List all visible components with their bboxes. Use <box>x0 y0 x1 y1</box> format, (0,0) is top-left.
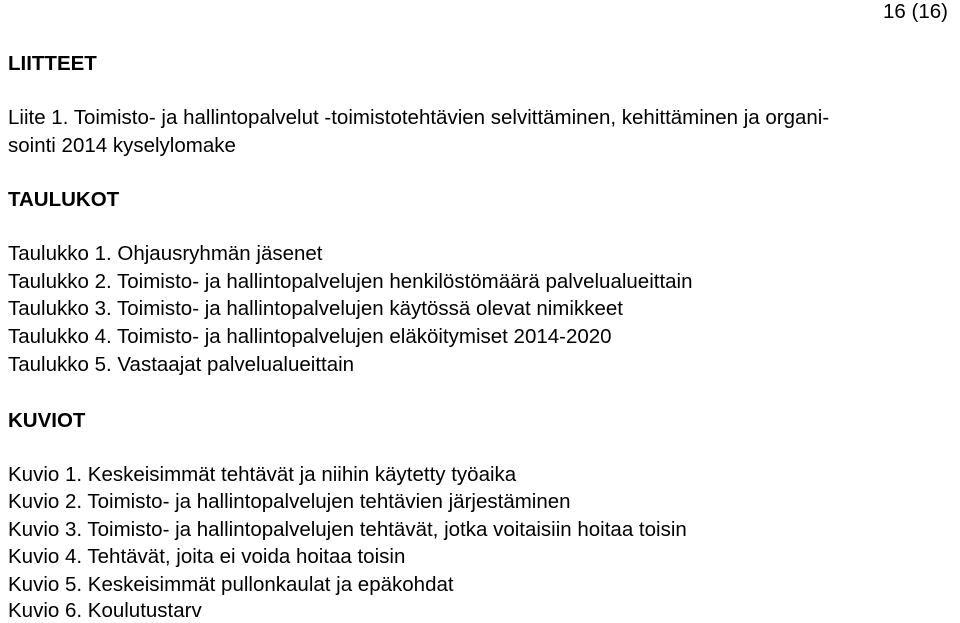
section-heading-taulukot: TAULUKOT <box>8 188 120 211</box>
list-item: Taulukko 2. Toimisto- ja hallintopalvelujen henkilöstömäärä palvelualueittain <box>8 270 693 293</box>
list-item: Kuvio 3. Toimisto- ja hallintopalvelujen tehtävät, jotka voitaisiin hoitaa toisin <box>8 518 687 541</box>
page-number: 16 (16) <box>883 0 948 23</box>
list-item: Taulukko 3. Toimisto- ja hallintopalvelujen käytössä olevat nimikkeet <box>8 297 623 320</box>
list-item: sointi 2014 kyselylomake <box>8 134 236 157</box>
section-heading-kuviot: KUVIOT <box>8 409 86 432</box>
list-item: Kuvio 1. Keskeisimmät tehtävät ja niihin käytetty työaika <box>8 463 517 486</box>
list-item: Kuvio 2. Toimisto- ja hallintopalvelujen tehtävien järjestäminen <box>8 490 571 513</box>
list-item: Kuvio 5. Keskeisimmät pullonkaulat ja epäkohdat <box>8 573 454 596</box>
list-item: Taulukko 5. Vastaajat palvelualueittain <box>8 353 355 376</box>
section-heading-liitteet: LIITTEET <box>8 52 97 75</box>
list-item: Taulukko 1. Ohjausryhmän jäsenet <box>8 242 323 265</box>
list-item: Taulukko 4. Toimisto- ja hallintopalvelujen eläköitymiset 2014-2020 <box>8 325 612 348</box>
list-item: Kuvio 6. Koulutustarv <box>8 599 202 622</box>
list-item: Kuvio 4. Tehtävät, joita ei voida hoitaa toisin <box>8 545 406 568</box>
list-item: Liite 1. Toimisto- ja hallintopalvelut -toimistotehtävien selvittäminen, kehittäminen ja organi- <box>8 106 830 129</box>
